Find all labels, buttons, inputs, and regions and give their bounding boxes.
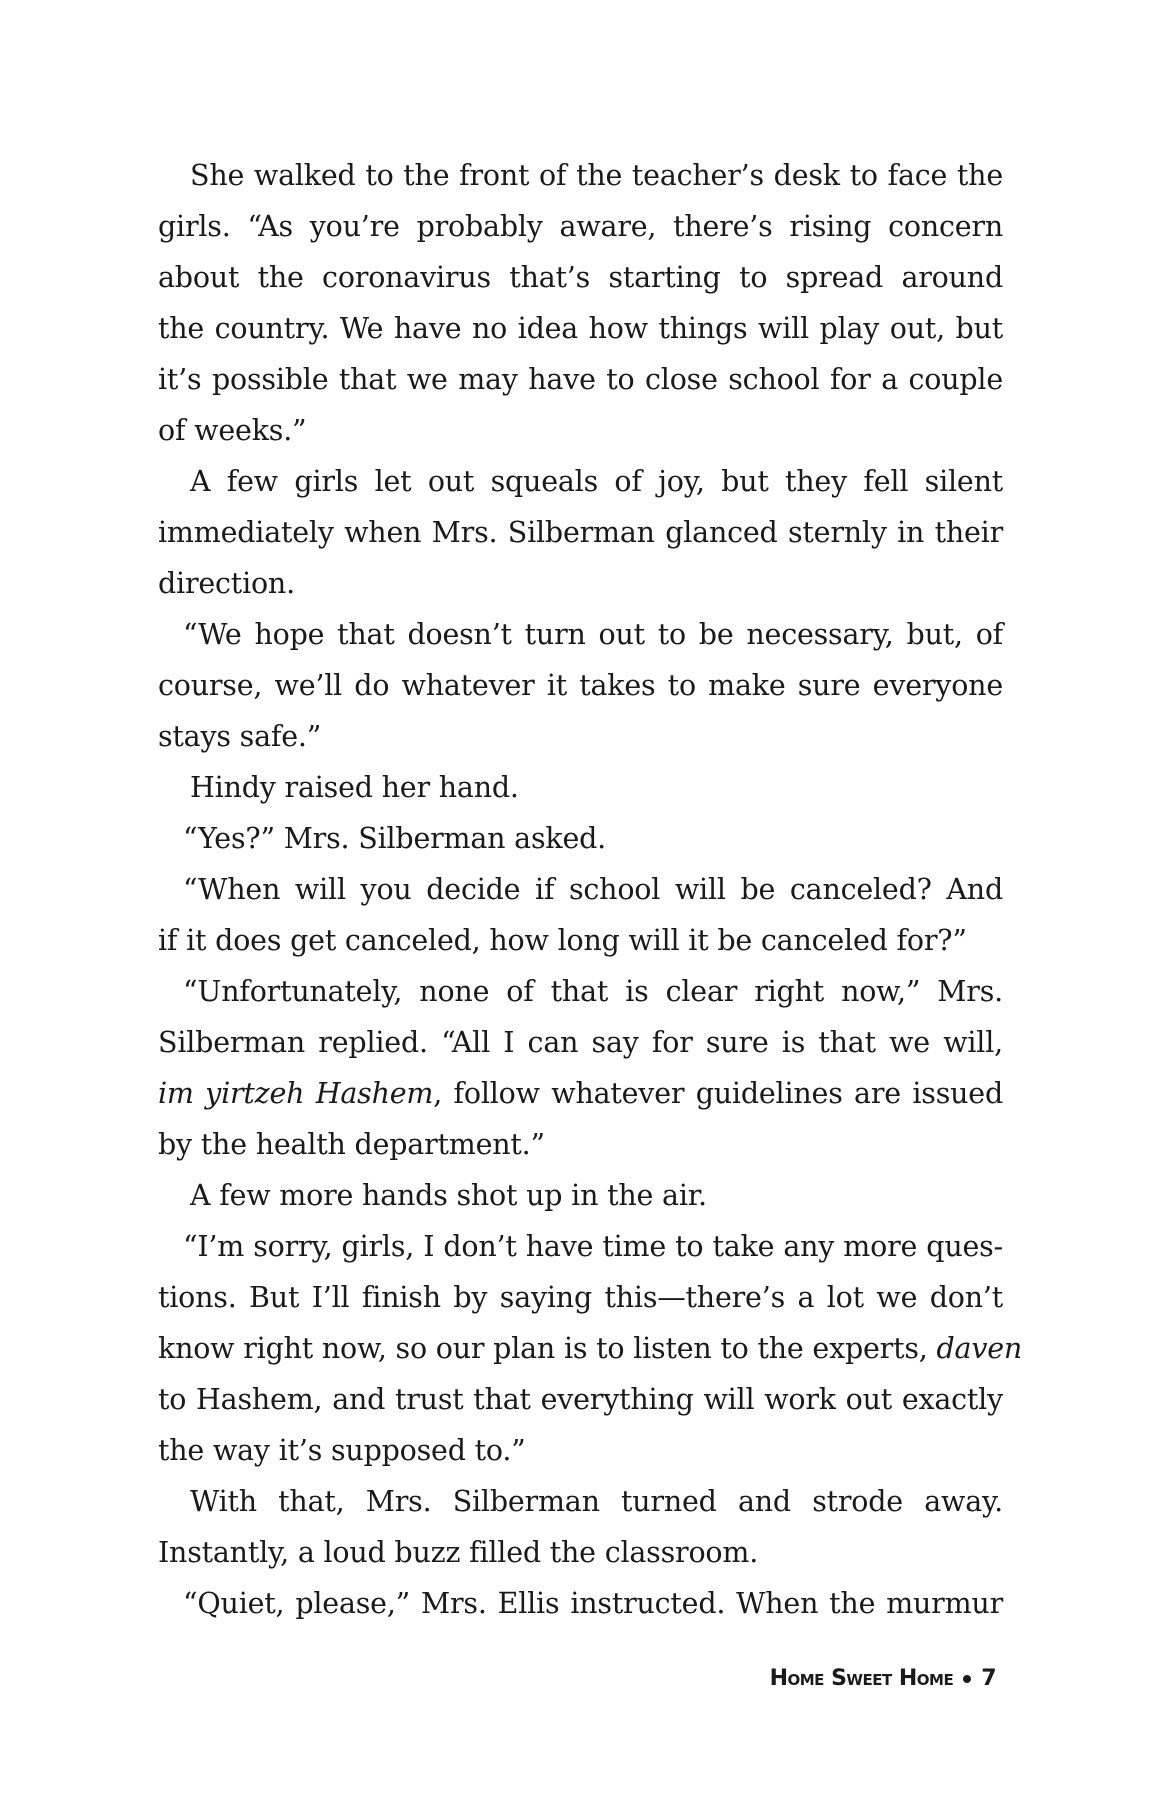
text-line bbox=[158, 1425, 1003, 1476]
text-line bbox=[158, 711, 1003, 762]
text-line bbox=[158, 660, 1003, 711]
line-text: the country. We have no idea how things will play out, but bbox=[158, 312, 1003, 345]
paragraph bbox=[158, 1578, 1003, 1629]
line-text: , follow whatever guidelines are issued bbox=[433, 1077, 1003, 1110]
text-line bbox=[158, 303, 1003, 354]
text-line bbox=[158, 864, 1003, 915]
line-text: know right now, so our plan is to listen to the experts, bbox=[158, 1332, 937, 1365]
text-line bbox=[158, 1170, 1003, 1221]
paragraph bbox=[158, 1170, 1003, 1221]
line-text: by the health department.” bbox=[158, 1128, 545, 1161]
text-line bbox=[158, 966, 1003, 1017]
line-text: course, we’ll do whatever it takes to make sure everyone bbox=[158, 669, 1003, 702]
page-footer bbox=[770, 1666, 996, 1691]
text-line bbox=[158, 1476, 1003, 1527]
italic-term: daven bbox=[936, 1332, 1023, 1365]
italic-term: im yirtzeh Hashem bbox=[158, 1077, 434, 1110]
paragraph bbox=[158, 1476, 1003, 1578]
text-line bbox=[158, 558, 1003, 609]
text-line bbox=[158, 1221, 1003, 1272]
line-text: of weeks.” bbox=[158, 414, 307, 447]
paragraph bbox=[158, 1221, 1023, 1476]
text-line bbox=[158, 915, 1003, 966]
line-text: Silberman replied. “All I can say for sure is that we will, bbox=[158, 1026, 1003, 1059]
line-text: “Quiet, please,” Mrs. Ellis instructed. When the murmur bbox=[183, 1587, 1003, 1620]
paragraph bbox=[158, 150, 1003, 456]
line-text: the way it’s supposed to.” bbox=[158, 1434, 526, 1467]
text-line bbox=[158, 405, 1003, 456]
line-text: Instantly, a loud buzz filled the classroom. bbox=[158, 1536, 759, 1569]
paragraph bbox=[158, 762, 1003, 813]
paragraph bbox=[158, 864, 1003, 966]
page-number: 7 bbox=[981, 1666, 996, 1691]
line-text: to Hashem, and trust that everything will work out exactly bbox=[158, 1383, 1003, 1416]
line-text: tions. But I’ll finish by saying this—there’s a lot we don’t bbox=[158, 1281, 1003, 1314]
line-text: it’s possible that we may have to close school for a couple bbox=[158, 363, 1003, 396]
paragraph bbox=[158, 966, 1003, 1170]
line-text: direction. bbox=[158, 567, 295, 600]
text-line bbox=[158, 1272, 1003, 1323]
text-line bbox=[158, 150, 1003, 201]
text-line bbox=[158, 1119, 1003, 1170]
body-text bbox=[158, 150, 1023, 1629]
line-text: A few more hands shot up in the air. bbox=[190, 1179, 707, 1212]
text-line bbox=[158, 1374, 1003, 1425]
line-text: if it does get canceled, how long will it be canceled for?” bbox=[158, 924, 967, 957]
bullet-separator-icon bbox=[963, 1675, 971, 1683]
text-line bbox=[158, 762, 1003, 813]
text-line bbox=[158, 1527, 1003, 1578]
text-line bbox=[158, 456, 1003, 507]
text-line bbox=[158, 1017, 1003, 1068]
line-text: immediately when Mrs. Silberman glanced sternly in their bbox=[158, 516, 1003, 549]
line-text: “I’m sorry, girls, I don’t have time to take any more ques- bbox=[183, 1230, 1003, 1263]
text-line bbox=[158, 1068, 1003, 1119]
line-text: “We hope that doesn’t turn out to be necessary, but, of bbox=[183, 618, 1003, 651]
line-text: “Yes?” Mrs. Silberman asked. bbox=[183, 822, 607, 855]
line-text: Hindy raised her hand. bbox=[190, 771, 519, 804]
text-line bbox=[158, 813, 1003, 864]
line-text: She walked to the front of the teacher’s desk to face the bbox=[190, 159, 1003, 192]
text-line bbox=[158, 1578, 1003, 1629]
paragraph bbox=[158, 609, 1003, 762]
line-text: With that, Mrs. Silberman turned and strode away. bbox=[190, 1485, 1003, 1518]
text-line bbox=[158, 1323, 1023, 1374]
line-text: stays safe.” bbox=[158, 720, 322, 753]
text-line bbox=[158, 507, 1003, 558]
text-line bbox=[158, 609, 1003, 660]
text-line bbox=[158, 252, 1003, 303]
paragraph bbox=[158, 456, 1003, 609]
line-text: “Unfortunately, none of that is clear right now,” Mrs. bbox=[183, 975, 1003, 1008]
line-text: A few girls let out squeals of joy, but they fell silent bbox=[190, 465, 1003, 498]
running-head: Home Sweet Home bbox=[769, 1666, 954, 1691]
line-text: about the coronavirus that’s starting to spread around bbox=[158, 261, 1003, 294]
line-text: “When will you decide if school will be canceled? And bbox=[183, 873, 1003, 906]
text-line bbox=[158, 354, 1003, 405]
line-text: girls. “As you’re probably aware, there’s rising concern bbox=[158, 210, 1003, 243]
text-line bbox=[158, 201, 1003, 252]
paragraph bbox=[158, 813, 1003, 864]
